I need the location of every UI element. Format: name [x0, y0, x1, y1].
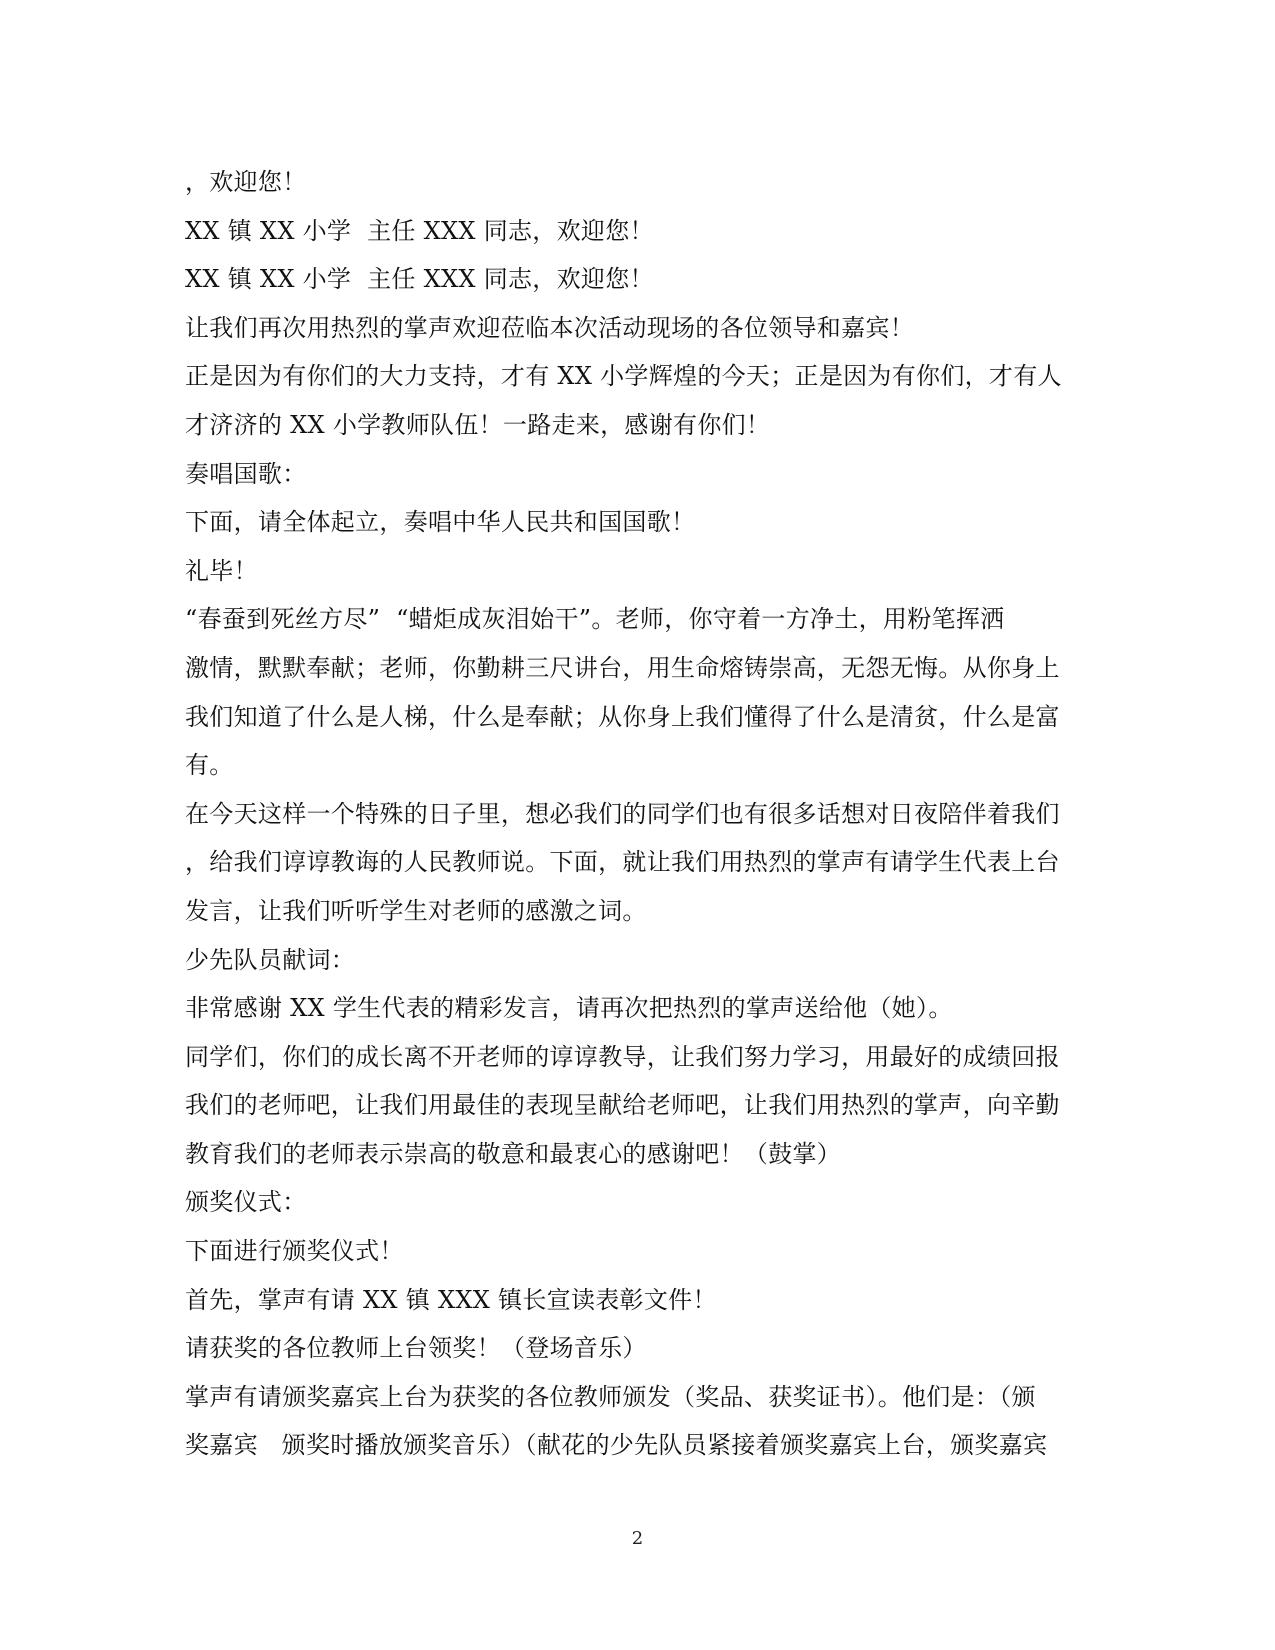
text-line: 我们知道了什么是人梯，什么是奉献；从你身上我们懂得了什么是清贫，什么是富: [185, 702, 1060, 731]
text-line: 礼毕！: [185, 556, 258, 585]
text-line: 首先，掌声有请 XX 镇 XXX 镇长宣读表彰文件！: [185, 1285, 717, 1314]
text-line: 同学们，你们的成长离不开老师的谆谆教导，让我们努力学习，用最好的成绩回报: [185, 1042, 1060, 1071]
text-line: XX 镇 XX 小学 主任 XXX 同志，欢迎您！: [185, 216, 654, 245]
text-line: 让我们再次用热烈的掌声欢迎莅临本次活动现场的各位领导和嘉宾！: [185, 313, 914, 342]
text-line: 有。: [185, 751, 234, 780]
text-line: 发言，让我们听听学生对老师的感激之词。: [185, 896, 647, 925]
section-heading: 奏唱国歌：: [185, 459, 307, 488]
text-line: 激情，默默奉献；老师，你勤耕三尺讲台，用生命熔铸崇高，无怨无悔。从你身上: [185, 653, 1060, 682]
document-body: [185, 158, 1085, 1470]
page-number: 2: [631, 1528, 644, 1549]
text-line: 教育我们的老师表示崇高的敬意和最衷心的感谢吧！（鼓掌）: [185, 1139, 842, 1168]
section-heading: 少先队员献词：: [185, 945, 356, 974]
text-line: ，给我们谆谆教诲的人民教师说。下面，就让我们用热烈的掌声有请学生代表上台: [185, 848, 1060, 877]
text-line: 才济济的 XX 小学教师队伍！一路走来，感谢有你们！: [185, 410, 771, 439]
text-line: 下面，请全体起立，奏唱中华人民共和国国歌！: [185, 508, 696, 537]
section-heading: 颁奖仪式：: [185, 1188, 307, 1217]
text-line: 掌声有请颁奖嘉宾上台为获奖的各位教师颁发（奖品、获奖证书）。他们是：（颁: [185, 1382, 1036, 1411]
text-line: 非常感谢 XX 学生代表的精彩发言，请再次把热烈的掌声送给他（她）。: [185, 994, 953, 1023]
text-line: 在今天这样一个特殊的日子里，想必我们的同学们也有很多话想对日夜陪伴着我们: [185, 799, 1060, 828]
text-line: 正是因为有你们的大力支持，才有 XX 小学辉煌的今天；正是因为有你们，才有人: [185, 362, 1062, 391]
text-line: ，欢迎您！: [185, 168, 307, 196]
text-line: 奖嘉宾 颁奖时播放颁奖音乐）（献花的少先队员紧接着颁奖嘉宾上台，颁奖嘉宾: [185, 1431, 1048, 1460]
text-line: “春蚕到死丝方尽” “蜡炬成灰泪始干”。老师，你守着一方净土，用粉笔挥洒: [185, 605, 1005, 634]
text-line: 下面进行颁奖仪式！: [185, 1237, 404, 1266]
text-line: XX 镇 XX 小学 主任 XXX 同志，欢迎您！: [185, 265, 654, 294]
text-line: 我们的老师吧，让我们用最佳的表现呈献给老师吧，让我们用热烈的掌声，向辛勤: [185, 1091, 1060, 1120]
text-line: 请获奖的各位教师上台领奖！（登场音乐）: [185, 1334, 647, 1363]
